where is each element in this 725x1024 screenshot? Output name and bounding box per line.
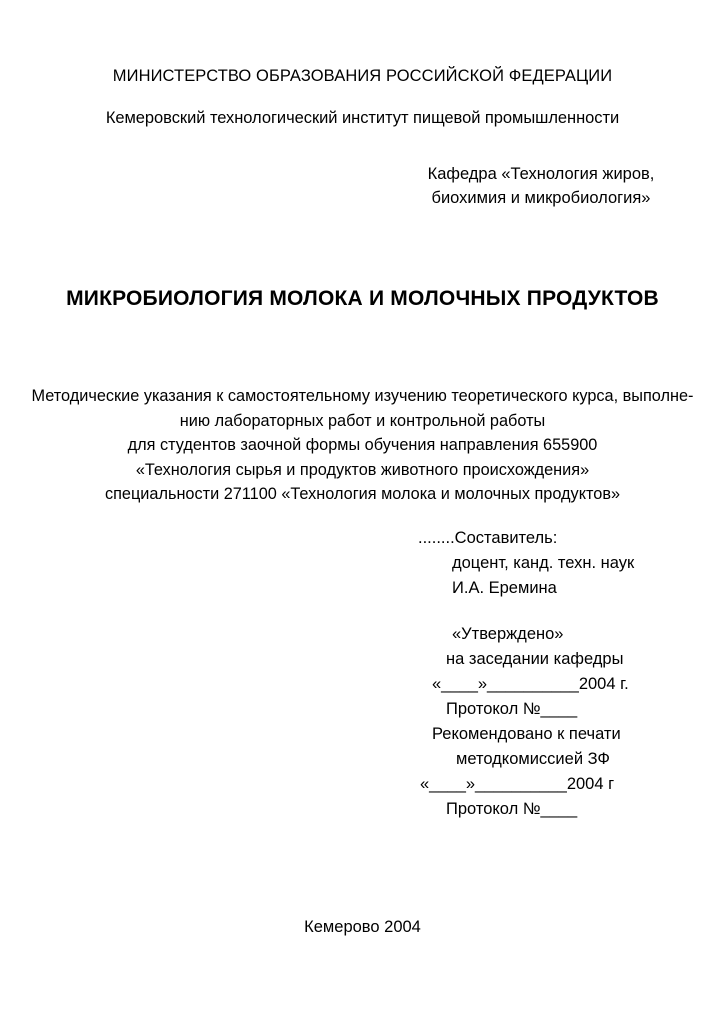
description-line-5: специальности 271100 «Технология молока и молочных продуктов» bbox=[104, 485, 621, 503]
department-line-1: Кафедра «Технология жиров, bbox=[427, 165, 655, 183]
institute-heading: Кемеровский технологический институт пищевой промышленности bbox=[105, 109, 620, 127]
recommendation-block bbox=[418, 722, 718, 822]
page-title bbox=[0, 284, 725, 314]
approval-block bbox=[418, 622, 718, 722]
description-line-1: Методические указания к самостоятельному изучению теоретического курса, выполне- bbox=[31, 387, 694, 405]
description-line-3: для студентов заочной формы обучения направления 655900 bbox=[127, 436, 598, 454]
compiler-position: доцент, канд. техн. наук bbox=[452, 554, 635, 572]
compiler-block bbox=[418, 526, 718, 601]
compiler-label: ........Составитель: bbox=[418, 529, 558, 547]
recommendation-line-2: методкомиссией ЗФ bbox=[456, 750, 610, 768]
recommendation-date-line: «____»__________2004 г bbox=[420, 775, 615, 793]
department-block bbox=[396, 162, 686, 210]
approval-line-2: на заседании кафедры bbox=[446, 650, 624, 668]
approval-line-1: «Утверждено» bbox=[452, 625, 564, 643]
department-line-2: биохимия и микробиология» bbox=[431, 189, 651, 207]
ministry-heading: МИНИСТЕРСТВО ОБРАЗОВАНИЯ РОССИЙСКОЙ ФЕДЕРАЦИИ bbox=[112, 67, 613, 85]
recommendation-line-1: Рекомендовано к печати bbox=[432, 725, 621, 743]
approval-protocol-line: Протокол №____ bbox=[446, 700, 578, 718]
approval-date-line: «____»__________2004 г. bbox=[432, 675, 629, 693]
page-title-line-2: И МОЛОЧНЫХ ПРОДУКТОВ bbox=[368, 287, 659, 310]
description-line-2: нию лабораторных работ и контрольной работы bbox=[179, 411, 546, 430]
compiler-name: И.А. Еремина bbox=[452, 579, 557, 597]
description-block bbox=[0, 384, 725, 507]
recommendation-protocol-line: Протокол №____ bbox=[446, 800, 578, 818]
imprint: Кемерово 2004 bbox=[304, 918, 421, 936]
description-line-4: «Технология сырья и продуктов животного происхождения» bbox=[135, 460, 590, 479]
page-title-line-1: МИКРОБИОЛОГИЯ МОЛОКА bbox=[66, 287, 363, 310]
